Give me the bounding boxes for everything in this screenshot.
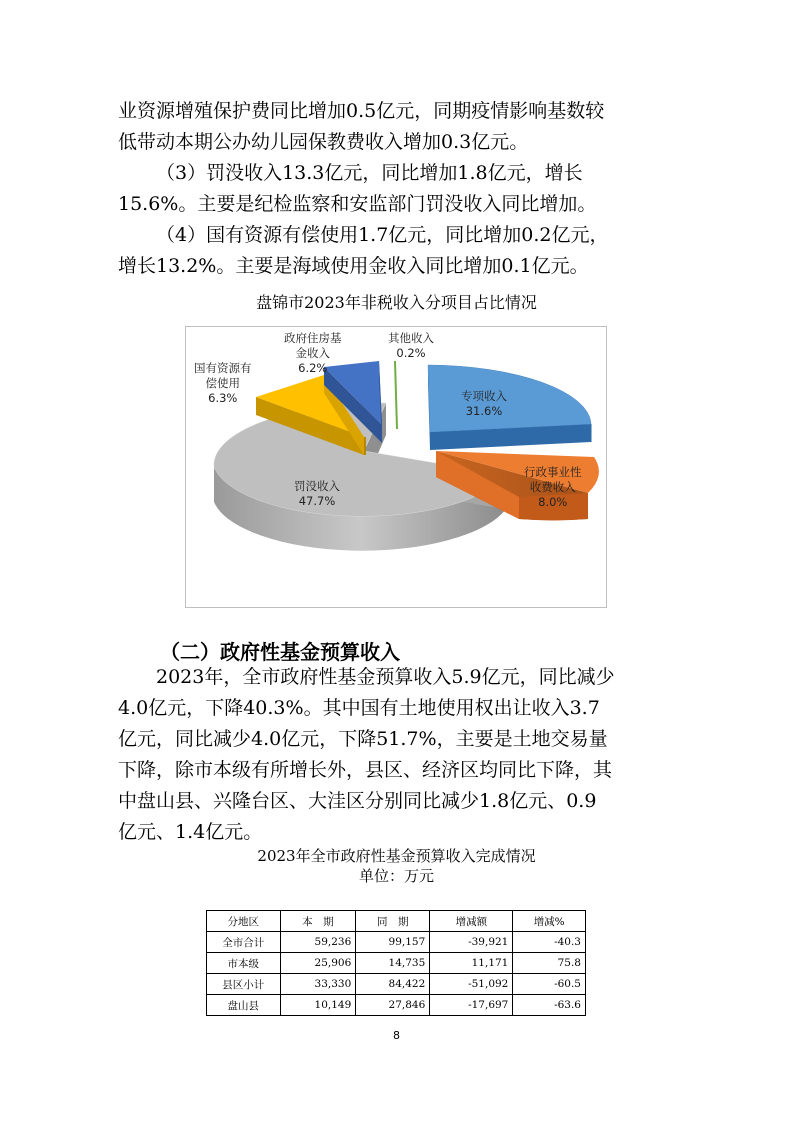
pie-chart <box>185 326 607 608</box>
table-cell: 59,236 <box>280 932 356 953</box>
slice-label-admin: 行政事业性 收费收入 8.0% <box>524 465 582 509</box>
table-cell: 县区小计 <box>207 974 281 995</box>
column-header: 增减额 <box>430 911 513 932</box>
paragraph-line: 下降，除市本级有所增长外，县区、经济区均同比下降，其 <box>118 759 613 781</box>
column-header: 同 期 <box>356 911 430 932</box>
paragraph-line: 中盘山县、兴隆台区、大洼区分别同比减少1.8亿元、0.9 <box>118 790 597 812</box>
paragraph-line: 亿元，同比减少4.0亿元，下降51.7%，主要是土地交易量 <box>118 728 608 750</box>
paragraph-line: 业资源增殖保护费同比增加0.5亿元，同期疫情影响基数较 <box>118 100 605 122</box>
table-cell: -17,697 <box>430 995 513 1016</box>
pie-slice-other <box>394 361 398 429</box>
table-cell: -63.6 <box>513 995 586 1016</box>
table-title-block <box>0 846 793 886</box>
body-text-bottom <box>118 662 678 848</box>
revenue-table <box>206 910 586 1016</box>
table-cell: -40.3 <box>513 932 586 953</box>
table-cell: 25,906 <box>280 953 356 974</box>
table-cell: 27,846 <box>356 995 430 1016</box>
page-number: 8 <box>393 1029 400 1042</box>
paragraph-line: 4.0亿元，下降40.3%。其中国有土地使用权出让收入3.7 <box>118 697 600 719</box>
table-cell: 99,157 <box>356 932 430 953</box>
table-cell: 14,735 <box>356 953 430 974</box>
section-heading: （二）政府性基金预算收入 <box>160 640 400 664</box>
table-cell: 盘山县 <box>207 995 281 1016</box>
table-cell: -39,921 <box>430 932 513 953</box>
table-title: 2023年全市政府性基金预算收入完成情况 <box>257 847 536 865</box>
column-header: 分地区 <box>207 911 281 932</box>
body-text-top <box>118 96 678 282</box>
paragraph-line: 低带动本期公办幼儿园保教费收入增加0.3亿元。 <box>118 131 529 153</box>
table-cell: -60.5 <box>513 974 586 995</box>
table-cell: 11,171 <box>430 953 513 974</box>
paragraph-line: 亿元、1.4亿元。 <box>118 821 263 843</box>
column-header: 本 期 <box>280 911 356 932</box>
table-row <box>207 953 586 974</box>
table-header-row <box>207 911 586 932</box>
pie-slice-special <box>428 365 591 450</box>
table-cell: 10,149 <box>280 995 356 1016</box>
paragraph-line: 15.6%。主要是纪检监察和安监部门罚没收入同比增加。 <box>118 193 597 215</box>
table-row <box>207 995 586 1016</box>
slice-label-other: 其他收入 0.2% <box>388 331 434 360</box>
slice-label-resources: 国有资源有 偿使用 6.3% <box>194 361 252 405</box>
table-cell: 全市合计 <box>207 932 281 953</box>
paragraph-line: 2023年，全市政府性基金预算收入5.9亿元，同比减少 <box>156 666 615 688</box>
table-cell: -51,092 <box>430 974 513 995</box>
paragraph-line: 增长13.2%。主要是海域使用金收入同比增加0.1亿元。 <box>118 255 589 277</box>
slice-label-housing: 政府住房基 金收入 6.2% <box>284 331 342 375</box>
table-row <box>207 932 586 953</box>
slice-label-fines: 罚没收入 47.7% <box>294 479 340 508</box>
table-cell: 75.8 <box>513 953 586 974</box>
table-cell: 33,330 <box>280 974 356 995</box>
table-row <box>207 974 586 995</box>
column-header: 增减% <box>513 911 586 932</box>
paragraph-line: （4）国有资源有偿使用1.7亿元，同比增加0.2亿元， <box>156 224 609 246</box>
slice-label-special: 专项收入 31.6% <box>461 389 507 418</box>
chart-caption: 盘锦市2023年非税收入分项目占比情况 <box>256 293 537 312</box>
table-cell: 市本级 <box>207 953 281 974</box>
table-cell: 84,422 <box>356 974 430 995</box>
table-unit: 单位：万元 <box>358 867 434 885</box>
paragraph-line: （3）罚没收入13.3亿元，同比增加1.8亿元，增长 <box>156 162 583 184</box>
